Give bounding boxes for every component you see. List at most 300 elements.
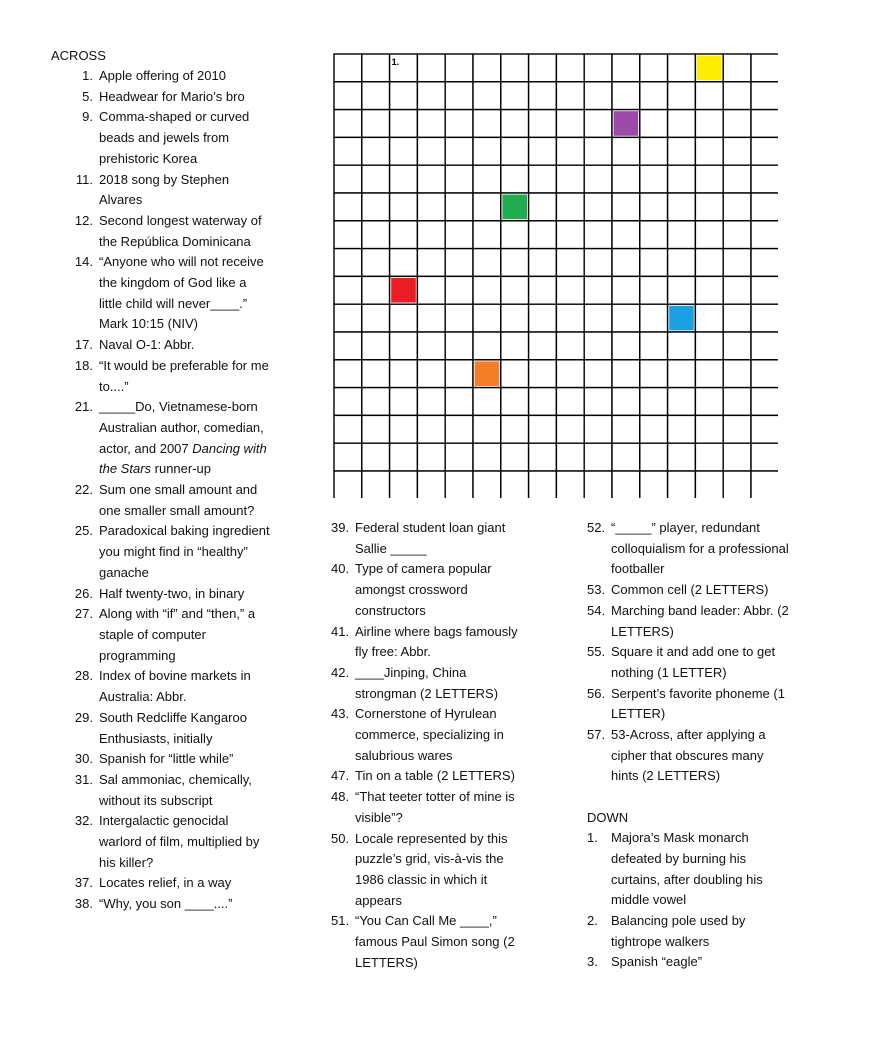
grid-cell[interactable] — [695, 304, 723, 332]
across-clue — [587, 684, 792, 725]
grid-cell[interactable] — [445, 360, 473, 388]
grid-cell[interactable] — [417, 471, 445, 498]
grid-cell[interactable] — [584, 388, 612, 416]
grid-cell[interactable] — [390, 110, 418, 138]
grid-cell[interactable] — [445, 332, 473, 360]
grid-cell[interactable] — [556, 388, 584, 416]
grid-cell[interactable] — [640, 249, 668, 277]
grid-cell[interactable] — [529, 165, 557, 193]
grid-cell[interactable] — [362, 193, 390, 221]
grid-cell[interactable] — [612, 137, 640, 165]
grid-cell[interactable] — [612, 388, 640, 416]
grid-cell[interactable] — [612, 221, 640, 249]
grid-cell[interactable] — [362, 332, 390, 360]
grid-cell[interactable] — [668, 82, 696, 110]
grid-cell[interactable] — [751, 193, 778, 221]
grid-cell[interactable] — [390, 415, 418, 443]
grid-cell[interactable] — [695, 332, 723, 360]
grid-cell[interactable] — [362, 249, 390, 277]
grid-cell[interactable] — [529, 471, 557, 498]
grid-cell[interactable] — [362, 137, 390, 165]
grid-cell[interactable] — [445, 165, 473, 193]
grid-cell[interactable] — [612, 82, 640, 110]
grid-cell[interactable] — [390, 165, 418, 193]
grid-cell[interactable] — [417, 304, 445, 332]
grid-cell[interactable] — [473, 415, 501, 443]
grid-cell[interactable] — [529, 249, 557, 277]
grid-cell[interactable] — [640, 388, 668, 416]
grid-cell[interactable] — [668, 221, 696, 249]
grid-cell[interactable] — [668, 276, 696, 304]
grid-cell[interactable] — [362, 304, 390, 332]
grid-cell[interactable] — [334, 471, 362, 498]
grid-cell[interactable] — [556, 54, 584, 82]
grid-cell[interactable] — [501, 249, 529, 277]
grid-cell[interactable] — [473, 332, 501, 360]
grid-cell[interactable] — [584, 471, 612, 498]
grid-cell[interactable] — [640, 137, 668, 165]
clue-number: 42. — [331, 664, 350, 680]
across-clue — [331, 787, 531, 828]
grid-cell[interactable] — [390, 137, 418, 165]
grid-cell[interactable] — [362, 360, 390, 388]
clue-number: 41. — [331, 623, 350, 639]
grid-cell[interactable] — [501, 304, 529, 332]
grid-cell[interactable] — [334, 276, 362, 304]
across-clue — [331, 663, 531, 704]
grid-cell[interactable] — [334, 332, 362, 360]
grid-cell[interactable] — [668, 471, 696, 498]
grid-cell[interactable] — [445, 221, 473, 249]
grid-cell[interactable] — [445, 110, 473, 138]
grid-cell[interactable] — [334, 360, 362, 388]
clue-number: 30. — [74, 751, 93, 767]
grid-cell[interactable] — [390, 360, 418, 388]
grid-cell[interactable] — [473, 193, 501, 221]
grid-cell[interactable] — [556, 415, 584, 443]
grid-cell[interactable] — [695, 137, 723, 165]
grid-cell[interactable] — [751, 276, 778, 304]
grid-cell[interactable] — [501, 54, 529, 82]
grid-cell[interactable] — [723, 137, 751, 165]
grid-cell[interactable] — [723, 471, 751, 498]
clue-number: 53. — [587, 582, 606, 598]
grid-cell[interactable] — [417, 165, 445, 193]
clue-number: 50. — [331, 830, 350, 846]
grid-cell[interactable] — [584, 276, 612, 304]
clue-number: 5. — [82, 88, 93, 104]
grid-cell[interactable] — [668, 165, 696, 193]
grid-cell[interactable] — [723, 82, 751, 110]
grid-cell[interactable] — [473, 276, 501, 304]
grid-cell[interactable] — [417, 360, 445, 388]
grid-cell[interactable] — [584, 137, 612, 165]
grid-cell[interactable] — [417, 137, 445, 165]
grid-cell[interactable] — [501, 82, 529, 110]
grid-cell[interactable] — [390, 221, 418, 249]
grid-cell[interactable] — [723, 332, 751, 360]
down-clue-list — [587, 828, 792, 973]
across-clue — [51, 87, 273, 108]
grid-cell[interactable] — [584, 221, 612, 249]
grid-cell[interactable] — [668, 388, 696, 416]
grid-cell[interactable] — [612, 304, 640, 332]
grid-cell[interactable] — [445, 82, 473, 110]
clue-text: Index of bovine markets in Australia: Abbr. — [99, 668, 251, 705]
grid-cell[interactable] — [362, 443, 390, 471]
grid-cell[interactable] — [473, 388, 501, 416]
across-clue — [51, 107, 273, 169]
grid-cell[interactable] — [584, 54, 612, 82]
grid-cell[interactable] — [445, 137, 473, 165]
grid-cell[interactable] — [362, 54, 390, 82]
grid-cell[interactable] — [640, 193, 668, 221]
grid-cell[interactable] — [584, 332, 612, 360]
grid-cell[interactable] — [723, 388, 751, 416]
grid-cell[interactable] — [612, 471, 640, 498]
grid-cell[interactable] — [473, 54, 501, 82]
grid-cell[interactable] — [668, 193, 696, 221]
grid-cell[interactable] — [417, 443, 445, 471]
grid-cell[interactable] — [556, 471, 584, 498]
grid-cell[interactable] — [529, 360, 557, 388]
grid-cell[interactable] — [556, 165, 584, 193]
grid-cell[interactable] — [501, 332, 529, 360]
clue-text: “It would be preferable for me to....” — [99, 357, 269, 394]
grid-cell[interactable] — [417, 332, 445, 360]
colored-grid-cell — [614, 111, 639, 136]
grid-cell[interactable] — [723, 360, 751, 388]
grid-cell[interactable] — [640, 221, 668, 249]
grid-cell[interactable] — [390, 249, 418, 277]
grid-cell[interactable] — [640, 304, 668, 332]
grid-cell[interactable] — [640, 360, 668, 388]
grid-cell[interactable] — [390, 193, 418, 221]
grid-cell[interactable] — [751, 249, 778, 277]
grid-cell[interactable] — [640, 471, 668, 498]
grid-cell[interactable] — [417, 415, 445, 443]
grid-cell[interactable] — [723, 415, 751, 443]
grid-cell[interactable] — [445, 54, 473, 82]
grid-cell[interactable] — [751, 165, 778, 193]
grid-cell[interactable] — [640, 415, 668, 443]
grid-cell[interactable] — [640, 110, 668, 138]
grid-cell[interactable] — [473, 249, 501, 277]
grid-cell[interactable] — [473, 471, 501, 498]
grid-cell[interactable] — [501, 137, 529, 165]
grid-cell[interactable] — [445, 415, 473, 443]
clue-text: “That teeter totter of mine is visible”? — [355, 789, 515, 825]
grid-cell[interactable] — [751, 221, 778, 249]
grid-cell[interactable] — [445, 388, 473, 416]
grid-cell[interactable] — [334, 54, 362, 82]
grid-cell[interactable] — [751, 388, 778, 416]
grid-cell[interactable] — [417, 388, 445, 416]
clue-number: 39. — [331, 520, 350, 535]
grid-cell[interactable] — [668, 443, 696, 471]
clue-text: Majora’s Mask monarch defeated by burning his curtains, after doubling his middle vowel — [611, 830, 763, 908]
grid-cell[interactable] — [501, 360, 529, 388]
grid-cell[interactable] — [501, 276, 529, 304]
grid-cell[interactable] — [501, 388, 529, 416]
grid-cell[interactable] — [473, 221, 501, 249]
grid-cell[interactable] — [445, 304, 473, 332]
grid-cell[interactable] — [723, 249, 751, 277]
grid-cell[interactable] — [640, 165, 668, 193]
grid-cell[interactable] — [390, 443, 418, 471]
grid-cell[interactable] — [751, 360, 778, 388]
grid-cell[interactable] — [751, 82, 778, 110]
grid-cell[interactable] — [584, 249, 612, 277]
clue-number: 11. — [75, 171, 93, 187]
grid-cell[interactable] — [529, 193, 557, 221]
grid-cell[interactable] — [556, 360, 584, 388]
grid-cell[interactable] — [417, 193, 445, 221]
grid-cell[interactable] — [612, 360, 640, 388]
grid-cell[interactable] — [695, 165, 723, 193]
grid-cell[interactable] — [723, 304, 751, 332]
clue-number: 25. — [74, 523, 93, 539]
grid-cell[interactable] — [695, 415, 723, 443]
grid-cell[interactable] — [417, 249, 445, 277]
grid-cell[interactable] — [695, 388, 723, 416]
grid-cell[interactable] — [751, 304, 778, 332]
grid-cell[interactable] — [556, 304, 584, 332]
clue-number: 43. — [331, 706, 350, 722]
grid-cell[interactable] — [556, 276, 584, 304]
grid-cell[interactable] — [362, 388, 390, 416]
grid-cell[interactable] — [390, 304, 418, 332]
grid-cell[interactable] — [584, 110, 612, 138]
clue-text: Spanish for “little while” — [99, 751, 234, 767]
grid-cell[interactable] — [640, 82, 668, 110]
grid-cell[interactable] — [473, 443, 501, 471]
grid-cell[interactable] — [473, 165, 501, 193]
clue-text: Marching band leader: Abbr. (2 LETTERS) — [611, 602, 789, 639]
grid-cell[interactable] — [473, 110, 501, 138]
across-clue — [331, 559, 531, 621]
grid-cell[interactable] — [751, 443, 778, 471]
grid-cell[interactable] — [529, 304, 557, 332]
grid-cell[interactable] — [556, 193, 584, 221]
grid-cell[interactable] — [612, 249, 640, 277]
grid-cell[interactable] — [417, 221, 445, 249]
grid-cell[interactable] — [723, 165, 751, 193]
across-clue — [51, 666, 273, 707]
grid-cell[interactable] — [751, 332, 778, 360]
grid-cell[interactable] — [723, 221, 751, 249]
clue-text: 53-Across, after applying a cipher that obscures many hints (2 LETTERS) — [611, 727, 766, 784]
grid-cell[interactable] — [445, 249, 473, 277]
grid-cell[interactable] — [668, 249, 696, 277]
grid-cell[interactable] — [751, 471, 778, 498]
grid-cell[interactable] — [695, 82, 723, 110]
grid-cell[interactable] — [334, 137, 362, 165]
grid-cell[interactable] — [501, 165, 529, 193]
grid-cell[interactable] — [695, 193, 723, 221]
crossword-grid[interactable] — [333, 53, 778, 498]
show-title: Dancing with the Stars — [99, 440, 267, 477]
grid-cell[interactable] — [334, 388, 362, 416]
grid-cell[interactable] — [612, 193, 640, 221]
grid-cell[interactable] — [751, 415, 778, 443]
clue-text: Type of camera popular amongst crossword constructors — [355, 561, 492, 618]
grid-cell[interactable] — [529, 332, 557, 360]
grid-cell[interactable] — [723, 443, 751, 471]
grid-cell[interactable] — [723, 110, 751, 138]
grid-cell[interactable] — [556, 110, 584, 138]
grid-cell[interactable] — [417, 82, 445, 110]
grid-cell[interactable] — [473, 137, 501, 165]
grid-cell[interactable] — [529, 110, 557, 138]
clue-number: 3. — [587, 954, 598, 970]
grid-cell[interactable] — [640, 443, 668, 471]
grid-cell[interactable] — [668, 332, 696, 360]
grid-cell[interactable] — [612, 54, 640, 82]
clue-text: “Why, you son ____....” — [99, 896, 233, 912]
clue-text: Apple offering of 2010 — [99, 68, 226, 83]
grid-cell[interactable] — [334, 82, 362, 110]
across-clue — [331, 766, 531, 787]
clue-text: Locale represented by this puzzle’s grid, vis-à-vis the 1986 classic in which it appears — [355, 830, 508, 908]
grid-cell[interactable] — [529, 443, 557, 471]
grid-cell[interactable] — [584, 415, 612, 443]
grid-cell[interactable] — [362, 221, 390, 249]
grid-cell[interactable] — [390, 332, 418, 360]
grid-cell[interactable] — [445, 193, 473, 221]
clue-text: Paradoxical baking ingredient you might find in “healthy” ganache — [99, 523, 270, 580]
clue-number: 31. — [74, 771, 93, 787]
grid-cell[interactable] — [556, 249, 584, 277]
grid-cell[interactable] — [529, 276, 557, 304]
grid-cell[interactable] — [529, 137, 557, 165]
clue-text: Sal ammoniac, chemically, without its subscript — [99, 771, 252, 808]
grid-cell[interactable] — [501, 221, 529, 249]
across-clue — [331, 911, 531, 973]
grid-cell[interactable] — [668, 110, 696, 138]
grid-cell[interactable] — [695, 221, 723, 249]
grid-cell[interactable] — [417, 276, 445, 304]
grid-cell[interactable] — [695, 443, 723, 471]
crossword-grid-svg[interactable] — [333, 53, 778, 498]
grid-cell[interactable] — [445, 471, 473, 498]
grid-cell[interactable] — [501, 110, 529, 138]
grid-cell[interactable] — [473, 82, 501, 110]
grid-cell[interactable] — [723, 54, 751, 82]
grid-cell[interactable] — [584, 443, 612, 471]
grid-cell[interactable] — [584, 165, 612, 193]
grid-cell[interactable] — [695, 276, 723, 304]
grid-cell[interactable] — [695, 360, 723, 388]
clue-text: Headwear for Mario’s bro — [99, 88, 245, 104]
grid-cell[interactable] — [362, 110, 390, 138]
grid-cell[interactable] — [723, 193, 751, 221]
grid-cell[interactable] — [640, 54, 668, 82]
grid-cell[interactable] — [501, 415, 529, 443]
grid-cell[interactable] — [334, 110, 362, 138]
grid-cell[interactable] — [751, 54, 778, 82]
grid-cell[interactable] — [612, 276, 640, 304]
grid-cell[interactable] — [445, 443, 473, 471]
grid-cell[interactable] — [529, 388, 557, 416]
grid-cell[interactable] — [417, 54, 445, 82]
grid-cell[interactable] — [390, 388, 418, 416]
grid-cell[interactable] — [612, 165, 640, 193]
grid-cell[interactable] — [668, 137, 696, 165]
grid-cell[interactable] — [334, 165, 362, 193]
grid-cell[interactable] — [334, 249, 362, 277]
grid-cell[interactable] — [723, 276, 751, 304]
across-clue — [51, 356, 273, 397]
grid-cell[interactable] — [334, 415, 362, 443]
grid-cell[interactable] — [334, 443, 362, 471]
grid-cell[interactable] — [584, 82, 612, 110]
grid-cell[interactable] — [584, 193, 612, 221]
grid-cell[interactable] — [584, 360, 612, 388]
grid-cell-number: 1. — [391, 57, 400, 67]
grid-cell[interactable] — [529, 82, 557, 110]
grid-cell[interactable] — [390, 82, 418, 110]
grid-cell[interactable] — [612, 443, 640, 471]
grid-cell[interactable] — [668, 54, 696, 82]
grid-cell[interactable] — [362, 82, 390, 110]
grid-cell[interactable] — [334, 221, 362, 249]
grid-cell[interactable] — [584, 304, 612, 332]
grid-cell[interactable] — [640, 276, 668, 304]
grid-cell[interactable] — [556, 221, 584, 249]
grid-cell[interactable] — [501, 443, 529, 471]
clue-number: 18. — [74, 357, 93, 373]
grid-cell[interactable] — [695, 110, 723, 138]
across-clue — [51, 170, 273, 211]
grid-cell[interactable] — [529, 54, 557, 82]
grid-cell[interactable] — [668, 415, 696, 443]
grid-cell[interactable] — [362, 471, 390, 498]
clue-text: “You Can Call Me ____,” famous Paul Simon song (2 LETTERS) — [355, 913, 515, 970]
grid-cell[interactable] — [390, 471, 418, 498]
clue-text: Tin on a table (2 LETTERS) — [355, 768, 515, 784]
grid-cell[interactable] — [501, 471, 529, 498]
across-clue — [587, 725, 792, 787]
grid-cell[interactable] — [751, 137, 778, 165]
clue-number: 51. — [331, 913, 350, 929]
grid-cell[interactable] — [529, 221, 557, 249]
grid-cell[interactable] — [751, 110, 778, 138]
grid-cell[interactable] — [640, 332, 668, 360]
grid-cell[interactable] — [556, 332, 584, 360]
grid-cell[interactable] — [556, 443, 584, 471]
clue-number: 32. — [74, 813, 93, 829]
grid-cell[interactable] — [473, 304, 501, 332]
grid-cell[interactable] — [695, 471, 723, 498]
grid-cell[interactable] — [417, 110, 445, 138]
grid-cell[interactable] — [334, 304, 362, 332]
grid-cell[interactable] — [556, 82, 584, 110]
grid-cell[interactable] — [362, 415, 390, 443]
grid-cell[interactable] — [529, 415, 557, 443]
grid-cell[interactable] — [362, 165, 390, 193]
grid-cell[interactable] — [362, 276, 390, 304]
grid-cell[interactable] — [612, 332, 640, 360]
clue-number: 28. — [74, 668, 93, 684]
grid-cell[interactable] — [668, 360, 696, 388]
grid-cell[interactable] — [695, 249, 723, 277]
across-clue-list-middle — [331, 518, 531, 973]
grid-cell[interactable] — [445, 276, 473, 304]
grid-cell[interactable] — [612, 415, 640, 443]
grid-cell[interactable] — [334, 193, 362, 221]
grid-cell[interactable] — [556, 137, 584, 165]
